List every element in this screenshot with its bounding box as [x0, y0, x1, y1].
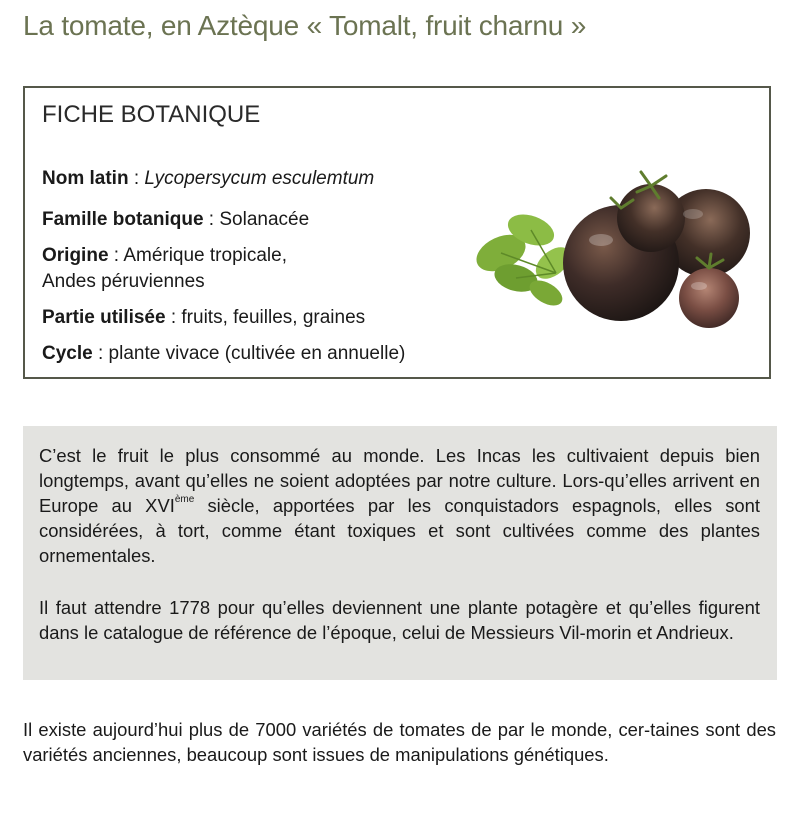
latin-name-value: Lycopersycum esculemtum — [144, 168, 375, 189]
botanical-card — [23, 86, 771, 379]
history-paragraph-1: C’est le fruit le plus consommé au monde. Les Incas les cultivaient depuis bien longtemps, avant qu’elles ne soient adoptées par notre culture. Lors-qu’elles arrivent en Europe au XVIème siècle, apportées par les conquistadors espagnols, elles sont considérées, à tort, comme étant toxiques et sont cultivées comme des plantes ornementales. — [39, 445, 760, 566]
tomato-photo — [461, 158, 761, 338]
used-part-row: Partie utilisée : fruits, feuilles, graines — [42, 307, 366, 328]
used-part-value: fruits, feuilles, graines — [181, 307, 366, 328]
history-paragraph-2: Il faut attendre 1778 pour qu’elles deviennent une plante potagère et qu’elles figurent dans le catalogue de référence de l’époque, celui de Messieurs Vil-morin et Andrieux. — [39, 597, 760, 643]
century-superscript: ème — [174, 494, 195, 505]
history-box — [23, 426, 777, 680]
cycle-label: Cycle — [42, 343, 93, 364]
cycle-row: Cycle : plante vivace (cultivée en annuelle) — [42, 343, 406, 364]
family-row: Famille botanique : Solanacée — [42, 209, 310, 230]
page-title: La tomate, en Aztèque « Tomalt, fruit charnu » — [23, 10, 587, 41]
varieties-paragraph: Il existe aujourd’hui plus de 7000 variétés de tomates de par le monde, cer-taines sont des variétés anciennes, beaucoup sont issues de manipulations génétiques. — [23, 719, 776, 765]
card-heading: FICHE BOTANIQUE — [42, 101, 261, 128]
family-value: Solanacée — [219, 209, 310, 230]
latin-name-row: Nom latin : Lycopersycum esculemtum — [42, 168, 375, 189]
cycle-value: plante vivace (cultivée en annuelle) — [108, 343, 406, 364]
origin-value-line1: Amérique tropicale, — [123, 245, 288, 266]
latin-name-label: Nom latin — [42, 168, 129, 189]
origin-value-line2: Andes péruviennes — [42, 271, 205, 292]
origin-row: Origine : Amérique tropicale, Andes péruviennes — [42, 245, 288, 292]
family-label: Famille botanique — [42, 209, 204, 230]
origin-label: Origine — [42, 245, 109, 266]
used-part-label: Partie utilisée — [42, 307, 166, 328]
